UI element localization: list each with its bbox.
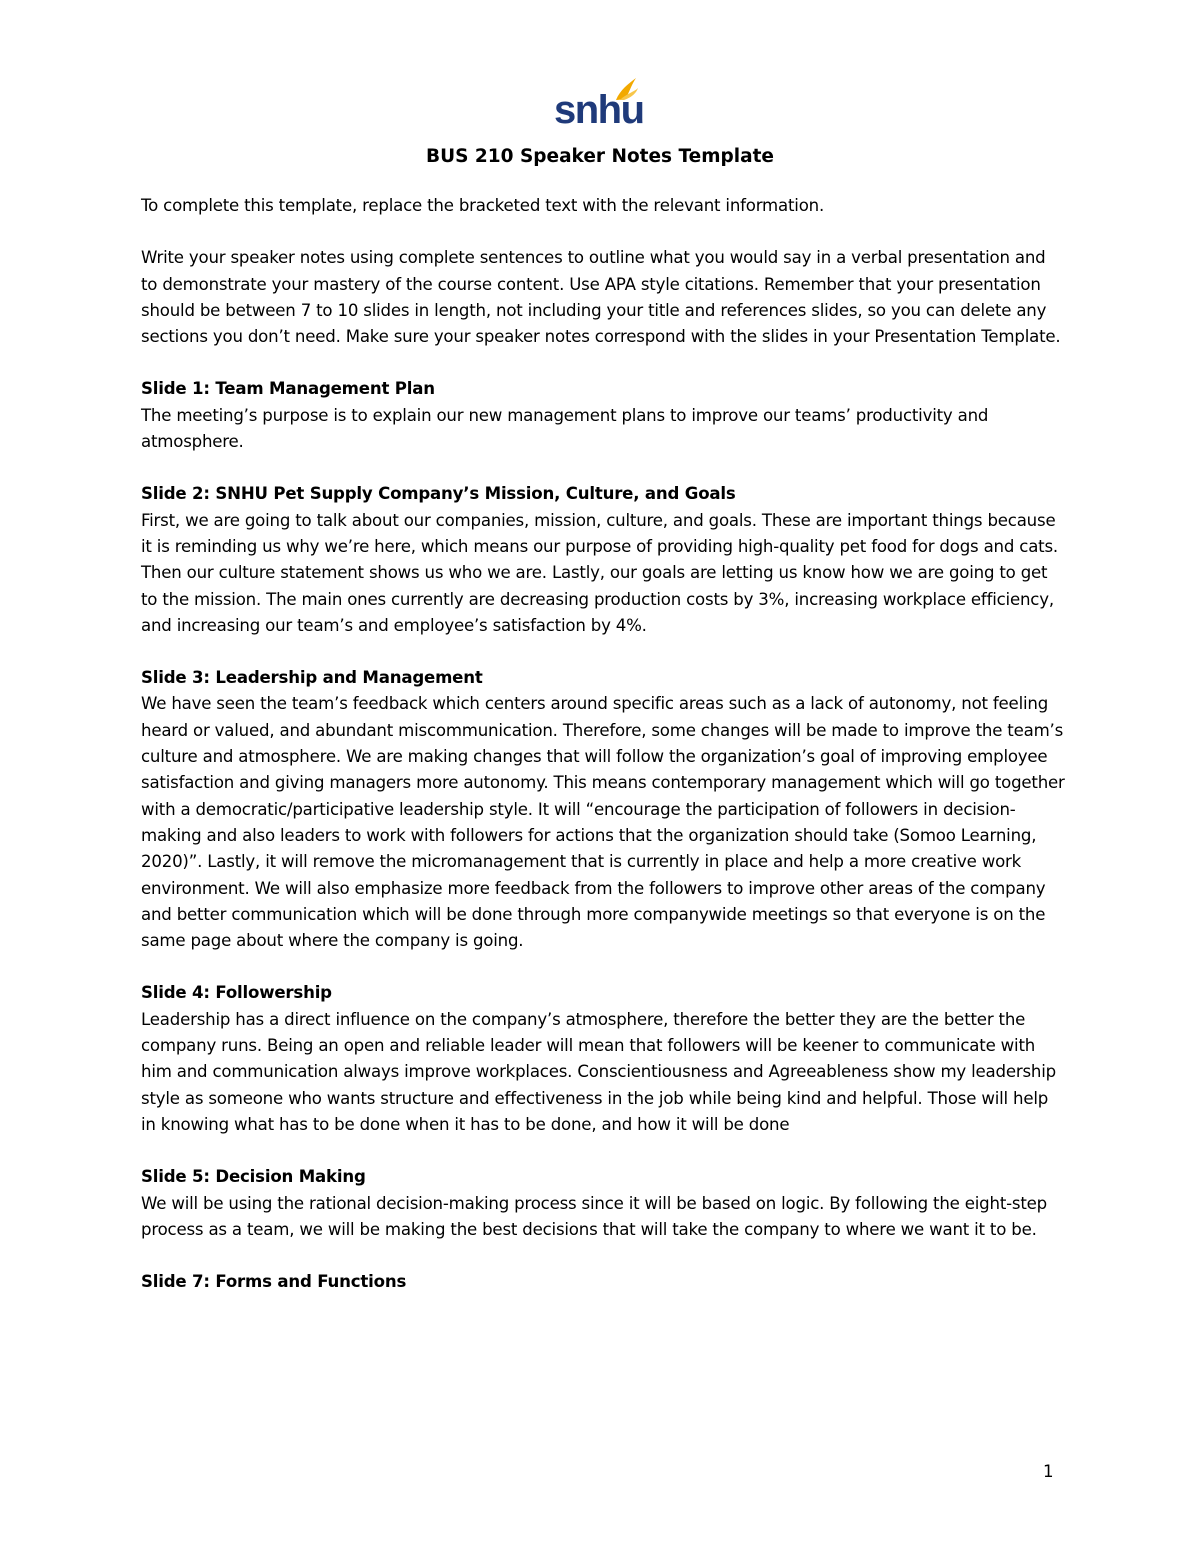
slide-section <box>141 665 1066 954</box>
slide-notes: First, we are going to talk about our companies, mission, culture, and goals. These are important things because it is reminding us why we’re here, which means our purpose of providing high-quality pet food for dogs and cats. Then our culture statement shows us who we are. Lastly, our goals are letting us know how we are going to get to the mission. The main ones currently are decreasing production costs by 3%, increasing workplace efficiency, and increasing our team’s and employee’s satisfaction by 4%. <box>141 510 1058 635</box>
slide-notes: The meeting’s purpose is to explain our new management plans to improve our teams’ productivity and atmosphere. <box>141 405 989 452</box>
slide-notes: We have seen the team’s feedback which centers around specific areas such as a lack of autonomy, not feeling heard or valued, and abundant miscommunication. Therefore, some changes will be made to improve the team’s culture and atmosphere. We are making changes that will follow the organization’s goal of improving employee satisfaction and giving managers more autonomy. This means contemporary management which will go together with a democratic/participative leadership style. It will “encourage the participation of followers in decision-making and also leaders to work with followers for actions that the organization should take (Somoo Learning, 2020)”. Lastly, it will remove the micromanagement that is currently in place and help a more creative work environment. We will also emphasize more feedback from the followers to improve other areas of the company and better communication which will be done through more companywide meetings so that everyone is on the same page about where the company is going. <box>141 694 1065 951</box>
instructions-paragraph: Write your speaker notes using complete sentences to outline what you would say in a verbal presentation and to demonstrate your mastery of the course content. Use APA style citations. Remember that your presentation should be between 7 to 10 slides in length, not including your title and references slides, so you can delete any sections you don’t need. Make sure your speaker notes correspond with the slides in your Presentation Template. <box>141 248 1061 347</box>
slide-section <box>141 376 1066 455</box>
slide-heading: Slide 4: Followership <box>141 983 332 1003</box>
slide-section <box>141 1164 1066 1243</box>
slide-section <box>141 1269 1066 1295</box>
slide-heading: Slide 7: Forms and Functions <box>141 1272 407 1292</box>
document-title: BUS 210 Speaker Notes Template <box>426 146 774 167</box>
slide-section <box>141 481 1066 639</box>
slide-heading: Slide 2: SNHU Pet Supply Company’s Mission, Culture, and Goals <box>141 484 736 504</box>
intro-paragraph: To complete this template, replace the bracketed text with the relevant information. <box>141 196 825 215</box>
slide-heading: Slide 5: Decision Making <box>141 1167 366 1187</box>
slide-heading: Slide 1: Team Management Plan <box>141 379 435 399</box>
document-body <box>141 193 1066 1321</box>
slide-heading: Slide 3: Leadership and Management <box>141 668 483 688</box>
slide-section <box>141 980 1066 1138</box>
logo-wordmark: snhu <box>554 88 644 132</box>
snhu-logo <box>550 72 650 132</box>
page-number: 1 <box>1043 1462 1054 1481</box>
slide-notes: We will be using the rational decision-making process since it will be based on logic. By following the eight-step process as a team, we will be making the best decisions that will take the company to where we want it to be. <box>141 1193 1048 1239</box>
slide-notes: Leadership has a direct influence on the company’s atmosphere, therefore the better they are the better the company runs. Being an open and reliable leader will mean that followers will be keener to communicate with him and communication always improve workplaces. Conscientiousness and Agreeableness show my leadership style as someone who wants structure and effectiveness in the job while being kind and helpful. Those will help in knowing what has to be done when it has to be done, and how it will be done <box>141 1009 1056 1134</box>
